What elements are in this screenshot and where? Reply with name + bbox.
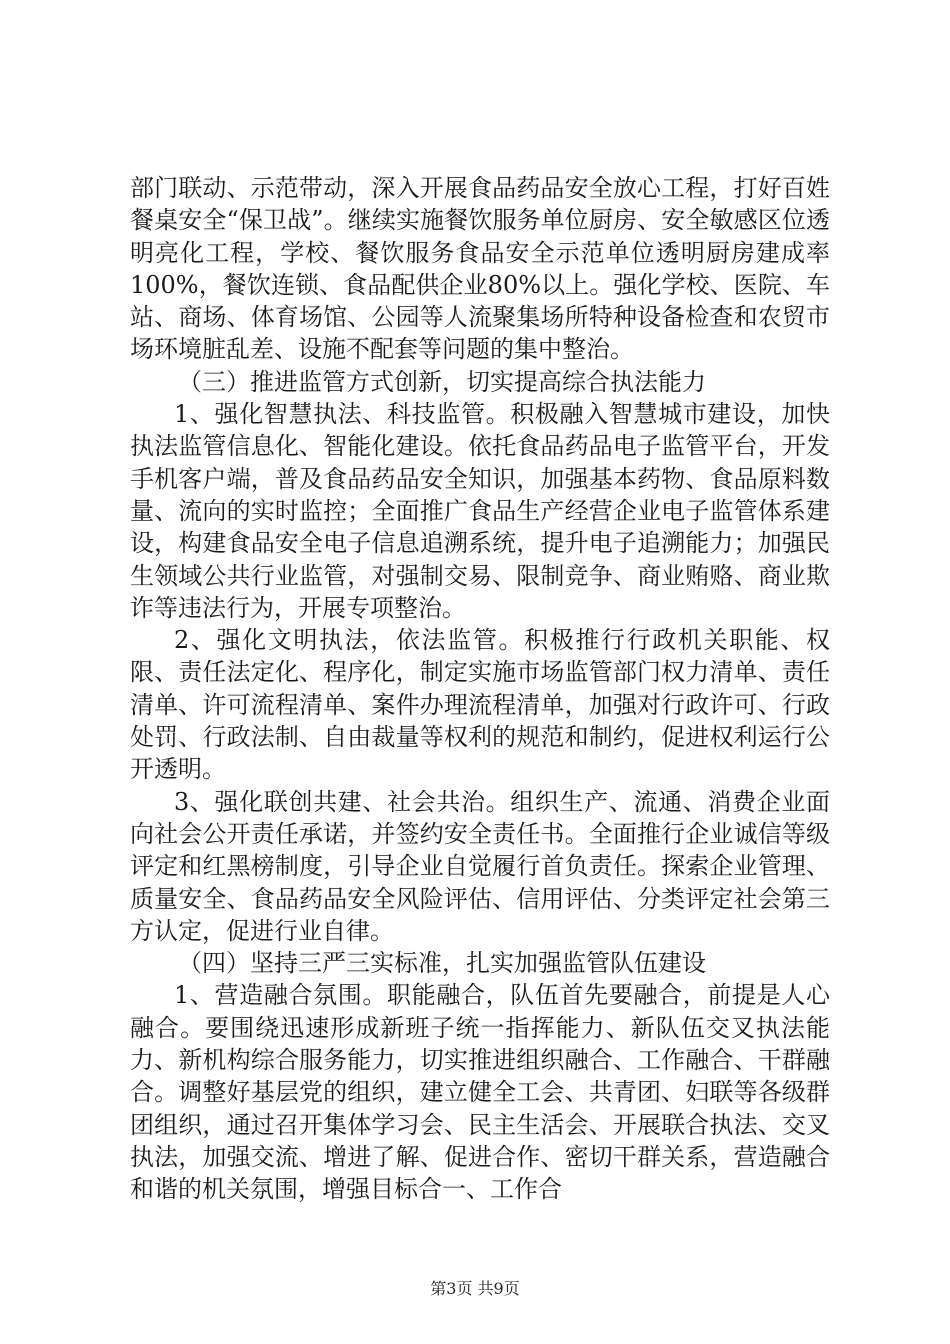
paragraph-continuation: 部门联动、示范带动，深入开展食品药品安全放心工程，打好百姓餐桌安全“保卫战”。继续实施餐饮服务单位厨房、安全敏感区位透明亮化工程，学校、餐饮服务食品安全示范单位透明厨房建成率100%，餐饮连锁、食品配供企业80%以上。强化学校、医院、车站、商场、体育场馆、公园等人流聚集场所特种设备检查和农贸市场环境脏乱差、设施不配套等问题的集中整治。 [130, 174, 830, 364]
paragraph-item-1: 1、强化智慧执法、科技监管。积极融入智慧城市建设，加快执法监管信息化、智能化建设。依托食品药品电子监管平台，开发手机客户端，普及食品药品安全知识，加强基本药物、食品原料数量、流向的实时监控；全面推广食品生产经营企业电子监管体系建设，构建食品安全电子信息追溯系统，提升电子追溯能力；加强民生领域公共行业监管，对强制交易、限制竞争、商业贿赂、商业欺诈等违法行为，开展专项整治。 [130, 400, 830, 622]
paragraph-item-3: 3、强化联创共建、社会共治。组织生产、流通、消费企业面向社会公开责任承诺，并签约安全责任书。全面推行企业诚信等级评定和红黑榜制度，引导企业自觉履行首负责任。探索企业管理、质量安全、食品药品安全风险评估、信用评估、分类评定社会第三方认定，促进行业自律。 [130, 787, 830, 945]
document-body [130, 172, 830, 1206]
section-heading-3: （三）推进监管方式创新，切实提高综合执法能力 [178, 367, 706, 396]
section-heading-4: （四）坚持三严三实标准，扎实加强监管队伍建设 [178, 949, 706, 978]
paragraph-item-2: 2、强化文明执法，依法监管。积极推行行政机关职能、权限、责任法定化、程序化，制定实施市场监管部门权力清单、责任清单、许可流程清单、案件办理流程清单，加强对行政许可、行政处罚、行政法制、自由裁量等权利的规范和制约，促进权利运行公开透明。 [130, 626, 830, 784]
paragraph-item-4: 1、营造融合氛围。职能融合，队伍首先要融合，前提是人心融合。要围绕迅速形成新班子统一指挥能力、新队伍交叉执法能力、新机构综合服务能力，切实推进组织融合、工作融合、干群融合。调整好基层党的组织，建立健全工会、共青团、妇联等各级群团组织，通过召开集体学习会、民主生活会、开展联合执法、交叉执法，加强交流、增进了解、促进合作、密切干群关系，营造融合和谐的机关氛围，增强目标合一、工作合 [130, 981, 830, 1204]
page-number-footer: 第3页 共9页 [430, 1279, 520, 1298]
